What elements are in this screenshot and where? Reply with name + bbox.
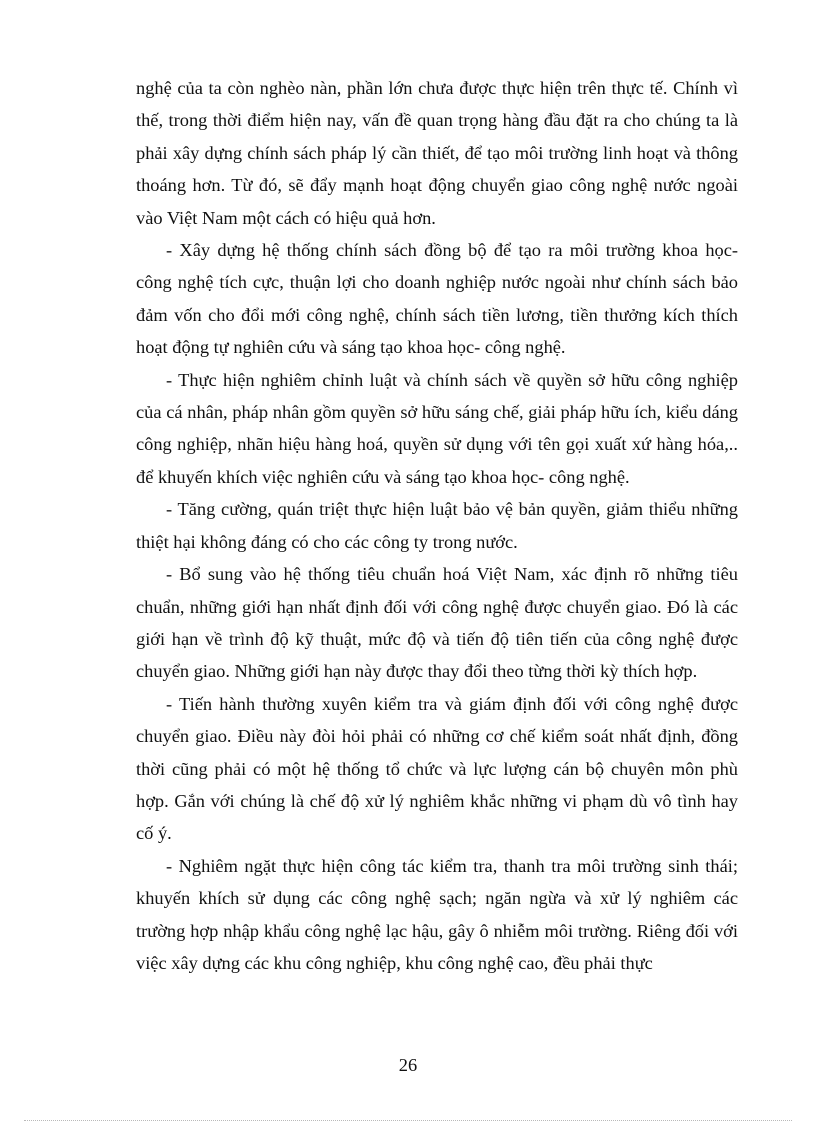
paragraph-industrial-property: - Thực hiện nghiêm chỉnh luật và chính sách về quyền sở hữu công nghiệp của cá nhân, pháp nhân gồm quyền sở hữu sáng chế, giải pháp hữu ích, kiểu dáng công nghiệp, nhãn hiệu hàng hoá, quyền sử dụng với tên gọi xuất xứ hàng hóa,.. để khuyến khích việc nghiên cứu và sáng tạo khoa học- công nghệ. [136, 369, 738, 487]
paragraph-inspection: - Tiến hành thường xuyên kiểm tra và giám định đối với công nghệ được chuyển giao. Điều này đòi hỏi phải có những cơ chế kiểm soát nhất định, đồng thời cũng phải có một hệ thống tổ chức và lực lượng cán bộ chuyên môn phù hợp. Gắn với chúng là chế độ xử lý nghiêm khắc những vi phạm dù vô tình hay cố ý. [136, 693, 738, 844]
paragraph-copyright: - Tăng cường, quán triệt thực hiện luật bảo vệ bản quyền, giảm thiểu những thiệt hại không đáng có cho các công ty trong nước. [136, 499, 738, 552]
paragraph-environment: - Nghiêm ngặt thực hiện công tác kiểm tra, thanh tra môi trường sinh thái; khuyến khích sử dụng các công nghệ sạch; ngăn ngừa và xử lý nghiêm các trường hợp nhập khẩu công nghệ lạc hậu, gây ô nhiễm môi trường. Riêng đối với việc xây dựng các khu công nghiệp, khu công nghệ cao, đều phải thực [136, 855, 738, 973]
paragraph-policy-system: - Xây dựng hệ thống chính sách đồng bộ để tạo ra môi trường khoa học- công nghệ tích cực, thuận lợi cho doanh nghiệp nước ngoài như chính sách bảo đảm vốn cho đổi mới công nghệ, chính sách tiền lương, tiền thưởng kích thích hoạt động tự nghiên cứu và sáng tạo khoa học- công nghệ. [136, 240, 738, 358]
document-body [136, 72, 738, 979]
paragraph-standards: - Bổ sung vào hệ thống tiêu chuẩn hoá Việt Nam, xác định rõ những tiêu chuẩn, những giới hạn nhất định đối với công nghệ được chuyển giao. Đó là các giới hạn về trình độ kỹ thuật, mức độ và tiến độ tiên tiến của công nghệ được chuyển giao. Những giới hạn này được thay đổi theo từng thời kỳ thích hợp. [136, 564, 738, 682]
page-bottom-divider [24, 1120, 792, 1121]
page-number: 26 [398, 1055, 418, 1075]
paragraph-continuation: nghệ của ta còn nghèo nàn, phần lớn chưa được thực hiện trên thực tế. Chính vì thế, trong thời điểm hiện nay, vấn đề quan trọng hàng đầu đặt ra cho chúng ta là phải xây dựng chính sách pháp lý cần thiết, để tạo môi trường linh hoạt và thông thoáng hơn. Từ đó, sẽ đẩy mạnh hoạt động chuyển giao công nghệ nước ngoài vào Việt Nam một cách có hiệu quả hơn. [136, 78, 738, 228]
